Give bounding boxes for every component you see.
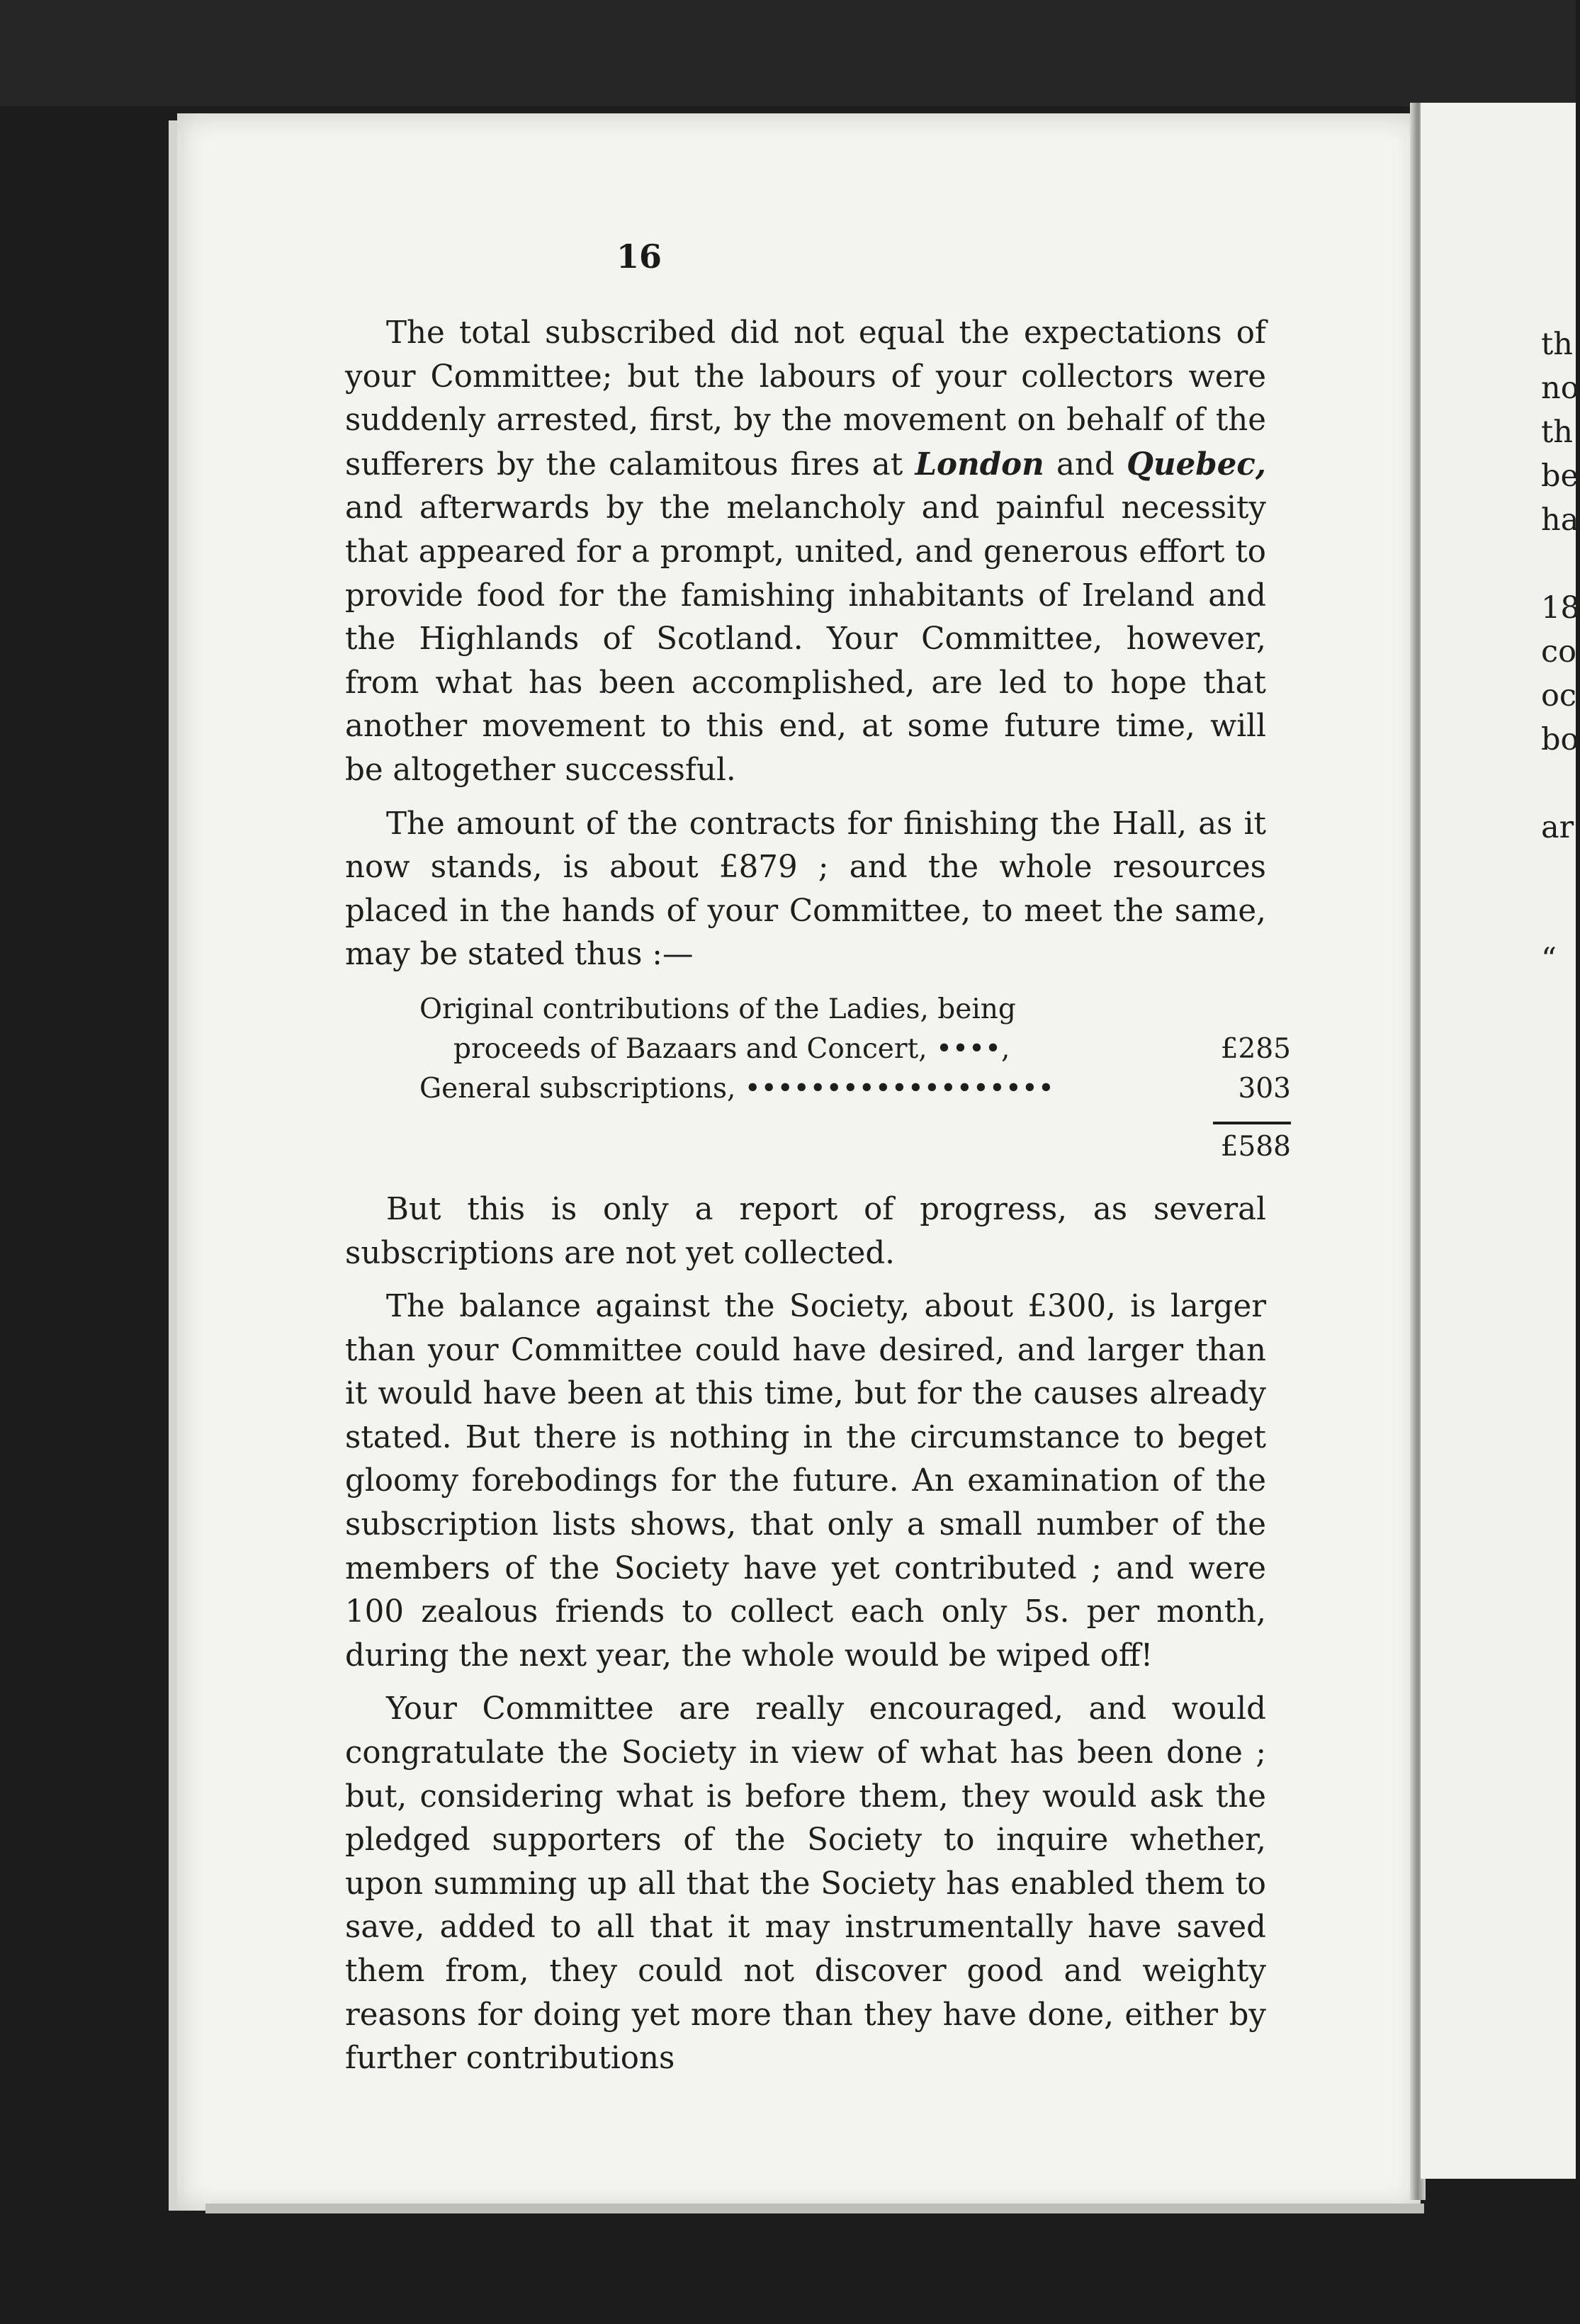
ledger-description: General subscriptions, ••••••••••••••••••• <box>419 1072 1054 1105</box>
paragraph-text: The total subscribed did not equal the expectations of your Committee; but the labours of your collectors were suddenly arrested, first, by the movement on behalf of the sufferers by the calamitous fires at <box>345 315 1266 483</box>
paragraphs-before-ledger <box>345 312 1266 977</box>
paragraph: The balance against the Society, about £300, is larger than your Committee could have desired, and larger than it would have been at this time, but for the causes already stated. But there is nothing in the circumstance to beget gloomy forebodings for the future. An examination of the subscription lists shows, that only a small number of the members of the Society have yet contributed ; and were 100 zealous friends to collect each only 5s. per month, during the next year, the whole would be wiped off! <box>345 1289 1266 1674</box>
ledger-description: proceeds of Bazaars and Concert, ••••, <box>453 1032 1010 1065</box>
facing-page-fragment: th <box>1541 414 1573 450</box>
paragraph-text: and afterwards by the melancholy and painful necessity that appeared for a prompt, united, and generous effort to provide food for the famishing inhabitants of Ireland and the Highlands of Scotland. Your Committee, however, from what has been accomplished, are led to hope that another movement to this end, at some future time, will be altogether successful. <box>345 490 1266 788</box>
page-edge-bottom <box>205 2204 1424 2213</box>
page-body <box>345 312 1291 2081</box>
place-name: Quebec, <box>1127 446 1267 483</box>
facing-page-fragment: ha <box>1541 502 1579 538</box>
ledger-sum-rule <box>1213 1122 1291 1124</box>
facing-page-fragment: “ <box>1541 942 1557 977</box>
facing-page-fragment: bo <box>1541 722 1579 757</box>
facing-page-fragment: th <box>1541 327 1573 362</box>
facing-page-fragment: no <box>1541 371 1579 406</box>
facing-page-fragment: be <box>1541 458 1579 494</box>
scanner-background <box>0 0 1576 106</box>
ledger-total: £588 <box>1220 1130 1291 1163</box>
ledger-row <box>419 990 1291 1030</box>
ledger-amount: 303 <box>1238 1072 1291 1105</box>
page-number: 16 <box>616 237 662 276</box>
ledger-description: Original contributions of the Ladies, being <box>419 993 1016 1025</box>
facing-page-fragment: oc <box>1541 678 1576 713</box>
ledger-row <box>419 1069 1291 1109</box>
facing-page-fragment: ar <box>1541 810 1574 845</box>
ledger-rows <box>419 990 1291 1109</box>
ledger-amount: £285 <box>1220 1032 1291 1065</box>
resources-ledger <box>419 990 1291 1167</box>
facing-page-fragment: co <box>1541 634 1576 670</box>
facing-page-fragment: 18 <box>1541 590 1580 626</box>
paragraph: But this is only a report of progress, as several subscriptions are not yet collected. <box>345 1191 1266 1271</box>
paragraphs-after-ledger <box>345 1188 1266 2081</box>
paragraph <box>345 312 1266 793</box>
paragraph-text: The amount of the contracts for finishing the Hall, as it now stands, is about £879 ; and the whole resources placed in the hands of your Committee, to meet the same, may be stated thus :— <box>345 806 1266 973</box>
ledger-row <box>419 1030 1291 1069</box>
paragraph: Your Committee are really encouraged, and would congratulate the Society in view of what has been done ; but, considering what is before them, they would ask the pledged supporters of the Society to inquire whether, upon summing up all that the Society has enabled them to save, added to all that it may instrumentally have saved them from, they could not discover good and weighty reasons for doing yet more than they have done, either by further contributions <box>345 1691 1266 2077</box>
paragraph <box>345 803 1266 977</box>
place-name: London <box>915 446 1044 483</box>
paragraph-text: and <box>1044 446 1127 483</box>
